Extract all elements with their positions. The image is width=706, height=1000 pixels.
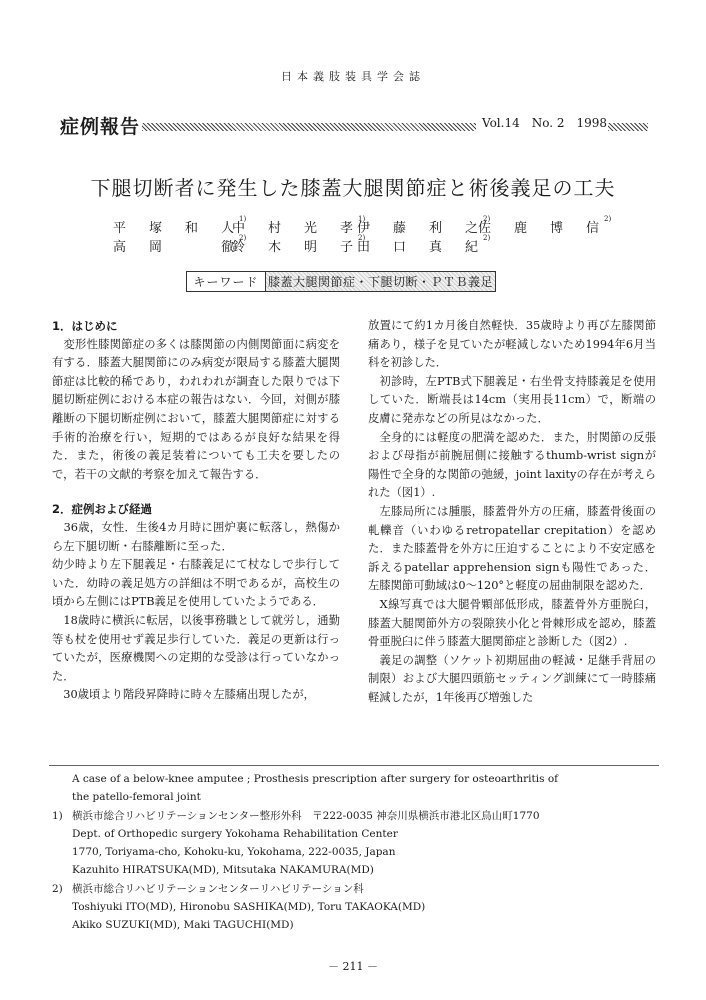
footnote-block [52,770,672,935]
author-1: 平 塚 和 人$^{1)}$ [113,215,247,236]
section-heading: 1．はじめに [52,319,118,333]
keyword-label: キーワード [187,272,266,291]
page-number: － 211 － [328,960,378,973]
affiliation-text: 横浜市総合リハビリテーションセンター整形外科 〒222-0035 神奈川県横浜市港北区鳥山町1770 [72,809,540,822]
body-paragraph: 左膝局所には腫脹，膝蓋骨外方の圧痛，膝蓋骨後面の軋轢音（いわゆるretropatellar crepitation）を認めた．また膝蓋骨を外方に圧迫することにより不安定感を訴えるpatellar apprehension signも陽性であった．左膝関節可動域は0～120°と軽度の屈曲制限を認めた． [368,504,656,593]
affiliation-line [52,843,672,861]
affiliation-text: 横浜市総合リハビリテーションセンターリハビリテーション科 [72,882,364,895]
author-5: 高 岡 徹$^{2)}$ [113,234,247,255]
affiliation-line [52,825,672,843]
footnote-rule [49,765,659,766]
article-title: 下腿切断者に発生した膝蓋大腿関節症と術後義足の工夫 [90,176,616,200]
affiliation-line [52,880,672,898]
volume-info: Vol.14 No. 2 1998 [482,116,608,130]
header-hatch-bar-end [608,123,648,131]
affiliation-number: 2) [52,882,63,895]
body-paragraph: 18歳時に横浜に転居，以後事務職として就労し，通勤等も杖を使用せず義足歩行していた．義足の更新は行っていたが，医療機関への定期的な受診は行っていなかった． [52,613,340,683]
author-3: 伊 藤 利 之$^{2)}$ [357,215,491,236]
affiliation-line [52,861,672,879]
body-paragraph: 義足の調整（ソケット初期屈曲の軽減・足継手背屈の制限）および大腿四頭筋セッティング訓練にて一時膝痛軽減したが，1年後再び増強した [368,653,656,704]
author-2: 中 村 光 孝$^{1)}$ [232,215,366,236]
affiliation-text: Kazuhito HIRATSUKA(MD), Mitsutaka NAKAMURA(MD) [72,864,374,877]
author-4: 佐 鹿 博 信$^{2)}$ [478,215,612,236]
affiliation-text: Dept. of Orthopedic surgery Yokohama Rehabilitation Center [72,827,398,840]
article-category: 症例報告 [60,116,141,138]
body-paragraph: 放置にて約1カ月後自然軽快．35歳時より再び左膝関節痛あり，様子を見ていたが軽減しないため1994年6月当科を初診した． [368,319,656,370]
body-paragraph: 変形性膝関節症の多くは膝関節の内側関節面に病変を有する．膝蓋大腿関節にのみ病変が限局する膝蓋大腿関節症は比較的稀であり，われわれが調査した限りでは下腿切断症例における本症の報告はない．今回，対側が膝離断の下腿切断症例において，膝蓋大腿関節症に対する手術的治療を行い，短期的ではあるが良好な結果を得た．また，術後の義足装着についても工夫を要したので，若干の文献的考察を加えて報告する． [52,337,340,481]
body-paragraph: 初診時，左PTB式下腿義足・右坐骨支持膝義足を使用していた．断端長は14cm（実用長11cm）で，断端の皮膚に発赤などの所見はなかった． [368,374,656,425]
affiliation-list [52,807,672,935]
body-paragraph: 36歳，女性．生後4カ月時に囲炉裏に転落し，熱傷から左下腿切断・右膝離断に至った． [52,520,340,553]
affiliation-line [52,898,672,916]
affiliation-text: 1770, Toriyama-cho, Kohoku-ku, Yokohama, 222-0035, Japan [72,846,396,859]
left-column [52,317,340,705]
keyword-box [186,271,496,292]
body-paragraph: X線写真では大腿骨顆部低形成，膝蓋骨外方亜脱臼，膝蓋大腿関節外方の裂隙狭小化と骨棘形成を認め，膝蓋骨亜脱臼に伴う膝蓋大腿関節症と診断した（図2）. [368,597,656,649]
right-column [368,317,656,707]
affiliation-line [52,807,672,825]
header-hatch-bar [142,123,476,131]
english-title-line-1: A case of a below-knee amputee ; Prosthesis prescription after surgery for osteoarthritis of [72,773,559,785]
affiliation-text: Akiko SUZUKI(MD), Maki TAGUCHI(MD) [72,919,294,932]
affiliation-number: 1) [52,809,63,822]
keyword-values: 膝蓋大腿関節症・下腿切断・ＰＴＢ義足 [266,272,495,291]
body-paragraph: 幼少時より左下腿義足・右膝義足にて杖なしで歩行していた．幼時の義足処方の詳細は不明であるが，高校生の頃から左側にはPTB義足を使用していたようである． [52,558,340,609]
affiliation-line [52,916,672,934]
body-paragraph: 30歳頃より階段昇降時に時々左膝痛出現したが， [52,688,315,702]
section-heading: 2．症例および経過 [52,502,153,517]
body-paragraph: 全身的には軽度の肥満を認めた．また，肘関節の反張および母指が前腕屈側に接触するthumb-wrist signが陽性で全身的な関節の弛緩，joint laxityの存在が考えられた（図1）. [368,430,656,500]
english-title-line-2: the patello-femoral joint [72,791,201,804]
journal-name: 日本義肢装具学会誌 [281,70,425,83]
affiliation-text: Toshiyuki ITO(MD), Hironobu SASHIKA(MD), Toru TAKAOKA(MD) [72,901,426,914]
author-7: 田 口 真 紀$^{2)}$ [357,234,491,255]
section-spacer [52,484,340,500]
author-6: 鈴 木 明 子$^{2)}$ [232,234,366,255]
